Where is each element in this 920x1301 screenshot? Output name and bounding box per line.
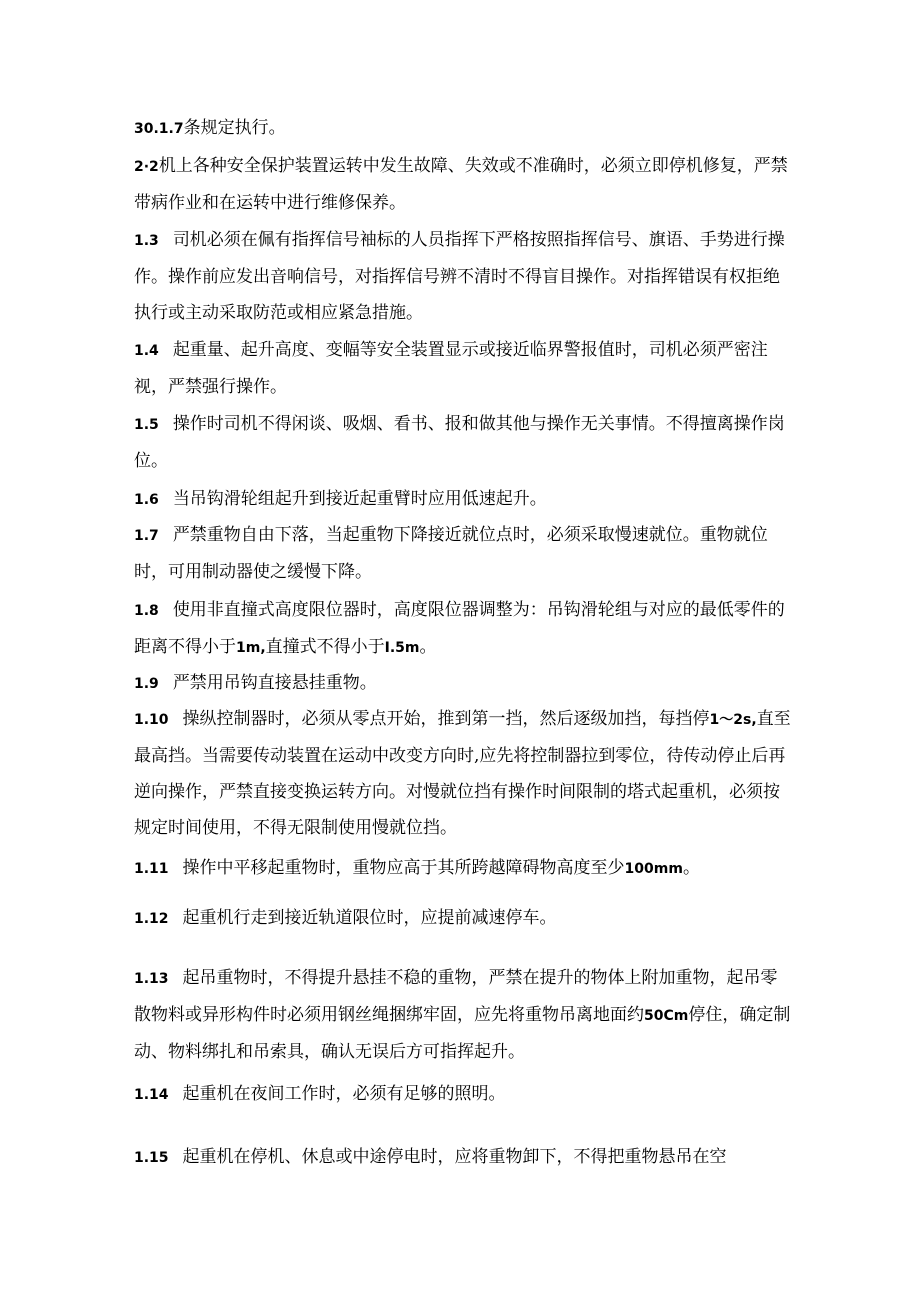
clause-number: 1.13 — [134, 971, 169, 987]
clause-number: 1.14 — [134, 1087, 169, 1103]
paragraph-1-15 — [134, 1139, 794, 1176]
height-value: 100mm — [624, 861, 683, 877]
clause-text: 。 — [419, 637, 437, 657]
clause-text: 起重机在停机、休息或中途停电时，应将重物卸下，不得把重物悬吊在空 — [182, 1147, 727, 1167]
clause-text: 直撞式不得小于 — [265, 637, 385, 657]
clause-number: 1.11 — [134, 861, 169, 877]
clause-number: 1.12 — [134, 911, 169, 927]
clause-text: 起重量、起升高度、变幅等安全装置显示或接近临界警报值时，司机必须严密注视，严禁强行操作。 — [134, 340, 768, 397]
paragraph-1-14 — [134, 1076, 794, 1113]
paragraph-1-9 — [134, 665, 794, 702]
clause-number: 1.3 — [134, 233, 159, 249]
clause-text: 停住，确定制动、物料绑扎和吊索具，确认无误后方可指挥起升。 — [134, 1005, 791, 1062]
clause-number: 1.5 — [134, 417, 159, 433]
clause-text: 严禁重物自由下落，当起重物下降接近就位点时，必须采取慢速就位。重物就位时，可用制动器使之缓慢下降。 — [134, 525, 768, 582]
clause-text: 机上各种安全保护装置运转中发生故障、失效或不准确时，必须立即停机修复，严禁带病作业和在运转中进行维修保养。 — [134, 156, 788, 213]
paragraph-1-6 — [134, 481, 794, 518]
clause-text: 操作时司机不得闲谈、吸烟、看书、报和做其他与操作无关事情。不得擅离操作岗位。 — [134, 414, 785, 471]
clause-number: 1.8 — [134, 603, 159, 619]
paragraph-30-1-7 — [134, 110, 794, 147]
paragraph-1-8 — [134, 592, 794, 666]
clause-text: 使用非直撞式高度限位器时，高度限位器调整为：吊钩滑轮组与对应的最低零件的距离不得小于 — [134, 600, 785, 657]
clause-number: 1.7 — [134, 528, 159, 544]
clause-text: 操作中平移起重物时，重物应高于其所跨越障碍物高度至少 — [182, 858, 625, 878]
clause-text: 起重机行走到接近轨道限位时，应提前减速停车。 — [182, 908, 557, 928]
clause-text: 司机必须在佩有指挥信号袖标的人员指挥下严格按照指挥信号、旗语、手势进行操作。操作前应发出音响信号，对指挥信号辨不清时不得盲目操作。对指挥错误有权拒绝执行或主动采取防范或相应紧急措施。 — [134, 230, 785, 323]
clause-text: 操纵控制器时，必须从零点开始，推到第一挡，然后逐级加挡，每挡停 — [182, 709, 710, 729]
clause-text: 起吊重物时，不得提升悬挂不稳的重物，严禁在提升的物体上附加重物，起吊零散物料或异形构件时必须用钢丝绳捆绑牢固，应先将重物吊离地面约 — [134, 968, 778, 1025]
paragraph-1-4 — [134, 332, 794, 405]
paragraph-1-5 — [134, 406, 794, 479]
clause-number: 1.6 — [134, 492, 159, 508]
time-value: 1～2s, — [709, 712, 757, 728]
clause-text: 起重机在夜间工作时，必须有足够的照明。 — [182, 1084, 506, 1104]
clause-text: 当吊钩滑轮组起升到接近起重臂时应用低速起升。 — [172, 489, 547, 509]
paragraph-1-7 — [134, 517, 794, 590]
clause-number: 1.15 — [134, 1150, 169, 1166]
clause-number: 30.1.7 — [134, 121, 184, 137]
paragraph-1-11 — [134, 850, 794, 887]
distance-value: 50Cm — [644, 1008, 689, 1024]
paragraph-1-3 — [134, 222, 794, 331]
clause-number: 1.4 — [134, 343, 159, 359]
clause-text: 严禁用吊钩直接悬挂重物。 — [172, 673, 377, 693]
paragraph-1-13 — [134, 960, 794, 1070]
paragraph-1-12 — [134, 900, 794, 937]
limit-value: I.5m — [384, 640, 420, 656]
limit-value: 1m, — [236, 640, 266, 656]
clause-text: 。 — [682, 858, 700, 878]
paragraph-2-2 — [134, 148, 794, 221]
clause-number: 1.9 — [134, 676, 159, 692]
clause-text: 直至最高挡。当需要传动装置在运动中改变方向时,应先将控制器拉到零位，待传动停止后再逆向操作，严禁直接变换运转方向。对慢就位挡有操作时间限制的塔式起重机，必须按规定时间使用，不得无限制使用慢就位挡。 — [134, 709, 791, 838]
clause-text: 条规定执行。 — [183, 118, 286, 138]
clause-number: 2·2 — [134, 159, 159, 175]
paragraph-1-10 — [134, 701, 794, 846]
clause-number: 1.10 — [134, 712, 169, 728]
